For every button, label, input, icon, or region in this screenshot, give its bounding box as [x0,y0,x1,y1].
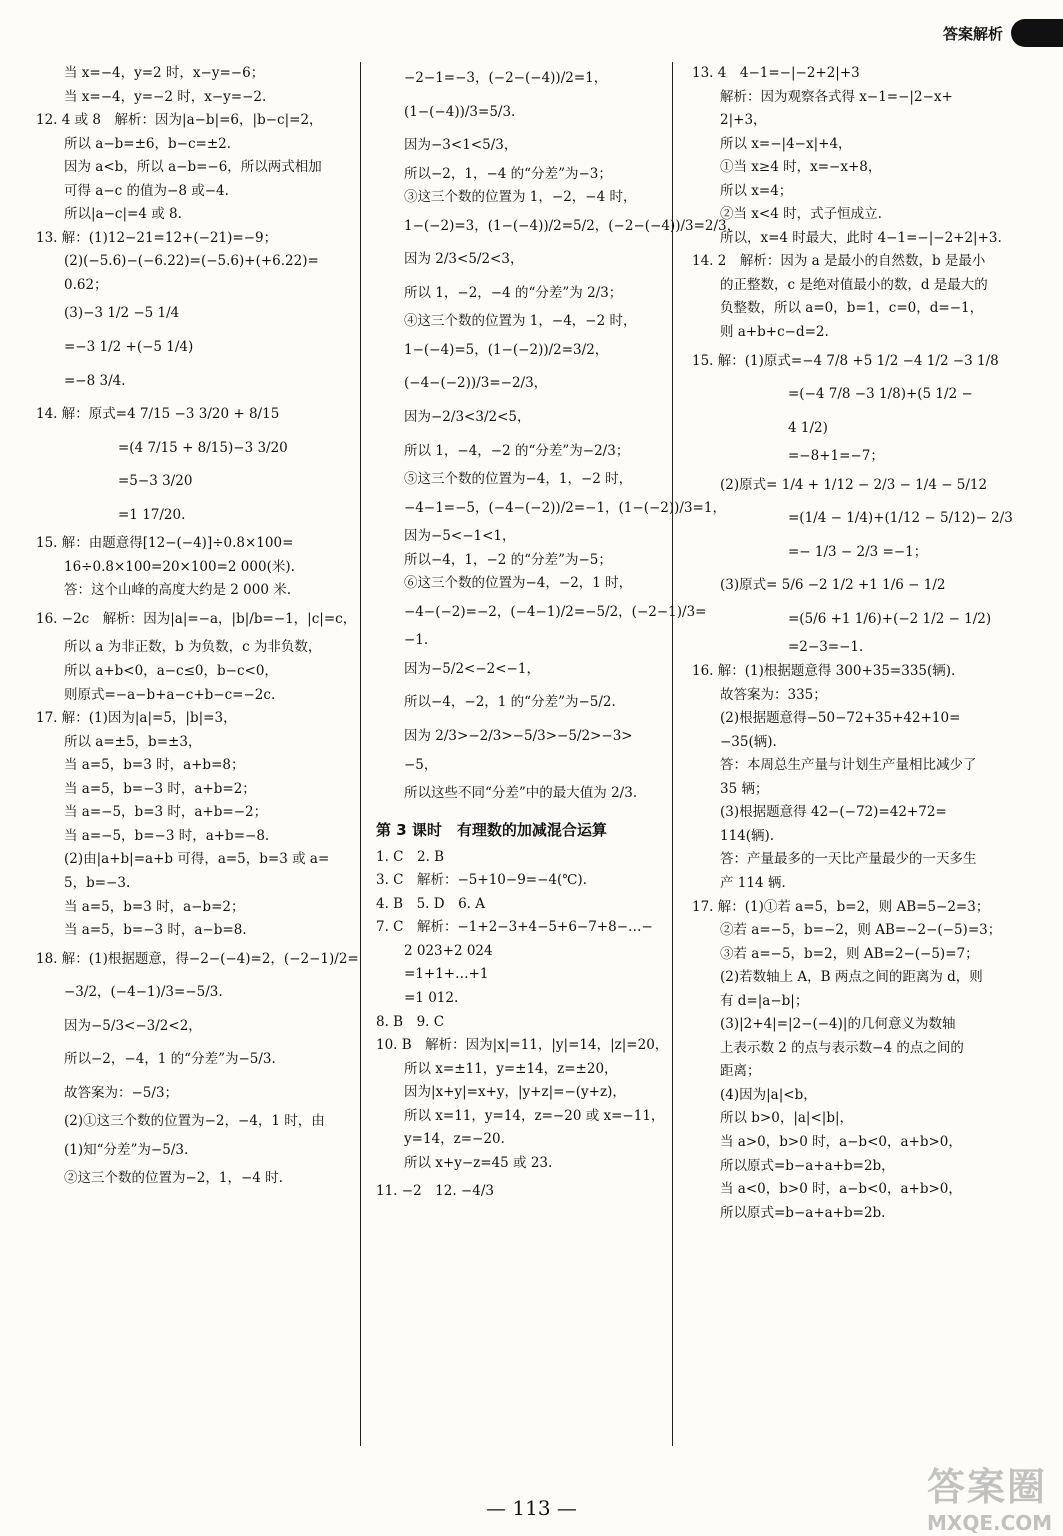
text-line: 所以这些不同“分差”中的最大值为 2/3. [404,785,638,802]
text-line: (3)原式= 5/6 −2 1/2 +1 1/6 − 1/2 [720,577,946,594]
text-line: 所以 x=11，y=14，z=−20 或 x=−11， [404,1107,665,1124]
answer-column-3 [692,62,1013,1225]
text-line: ③若 a=−5，b=2，则 AB=2−(−5)=7； [720,945,979,962]
text-line: 因为−3<1<5/3， [404,137,518,154]
text-line: ②若 a=−5，b=−2，则 AB=−2−(−5)=3； [720,922,1002,939]
text-line: 所以 a+b<0，a−c≤0，b−c<0， [64,663,278,680]
text-line: =− 1/3 − 2/3 =−1； [788,543,928,560]
text-line: =−8 3/4. [64,372,126,389]
text-line: 当 a=5，b=−3 时，a−b=8. [64,922,247,939]
header-title: 答案解析 [942,24,1003,43]
text-line: =2−3=−1. [788,639,864,656]
text-line: 可得 a−c 的值为−8 或−4. [64,182,229,199]
text-line: 负整数，所以 a=0，b=1，c=0，d=−1， [720,300,984,317]
text-line: 当 a>0，b>0 时，a−b<0，a+b>0， [720,1133,962,1150]
text-line: 所以 a−b=±6，b−c=±2. [64,135,232,152]
text-line: ⑥这三个数的位置为−4，−2，1 时， [404,575,633,592]
text-line: ⑤这三个数的位置为−4，1，−2 时， [404,471,633,488]
text-line: 因为−5/2<−2<−1， [404,660,540,677]
text-line: 则 a+b+c−d=2. [720,324,829,341]
text-line: 2|+3， [720,112,767,129]
text-line: 114(辆). [720,827,775,844]
text-line: =1+1+…+1 [404,966,489,983]
text-line: 14. 2 解析：因为 a 是最小的自然数，b 是最小 [692,253,986,270]
text-line: 当 a=5，b=3 时，a+b=8； [64,757,245,774]
text-line: 13. 解：(1)12−21=12+(−21)=−9； [36,229,278,246]
text-line: 15. 解：由题意得[12−(−4)]÷0.8×100= [36,535,294,552]
text-line: (−4−(−2))/3=−2/3， [404,375,548,392]
page-header [943,18,1063,48]
text-line: 所以原式=b−a+a+b=2b， [720,1157,895,1174]
text-line: 所以−4，−2，1 的“分差”为−5/2. [404,694,616,711]
text-line: 所以 1，−2，−4 的“分差”为 2/3； [404,284,623,301]
text-line: (2)根据题意得−50−72+35+42+10= [720,710,961,727]
text-line: 1−(−4)=5，(1−(−2))/2=3/2， [404,341,609,358]
text-line: −4−(−2)=−2，(−4−1)/2=−5/2，(−2−1)/3= [404,603,707,620]
text-line: (3)−3 1/2 −5 1/4 [64,305,180,322]
text-line: 所以|a−c|=4 或 8. [64,206,182,223]
text-line: 当 a=5，b=−3 时，a+b=2； [64,780,256,797]
text-line: 1. C 2. B [376,848,445,865]
column-divider [360,62,361,1446]
text-line: 15. 解：(1)原式=−4 7/8 +5 1/2 −4 1/2 −3 1/8 [692,352,999,369]
watermark-logo [927,1456,1057,1535]
text-line: 所以 x=4； [720,182,793,199]
text-line: (2)(−5.6)−(−6.22)=(−5.6)+(+6.22)= [64,253,319,270]
text-line: 所以 a 为非正数，b 为负数，c 为非负数， [64,639,322,656]
text-line: =(−4 7/8 −3 1/8)+(5 1/2 − [788,386,973,403]
text-line: 所以 1，−4，−2 的“分差”为−2/3； [404,442,630,459]
text-line: −3/2，(−4−1)/3=−5/3. [64,984,223,1001]
text-line: 因为−5/3<−3/2<2， [64,1017,202,1034]
text-line: 答：这个山峰的高度大约是 2 000 米. [64,582,292,599]
text-line: (2)由|a+b|=a+b 可得，a=5，b=3 或 a= [64,851,330,868]
text-line: =1 012. [404,989,459,1006]
text-line: 因为−2/3<3/2<5， [404,409,531,426]
text-line: −35(辆). [720,733,777,750]
text-line: =1 17/20. [118,506,186,523]
text-line: 8. B 9. C [376,1013,445,1030]
watermark-text: 答案圈 [927,1465,1048,1509]
text-line: =−8+1=−7； [788,448,884,465]
text-line: 4. B 5. D 6. A [376,895,486,912]
text-line: 产 114 辆. [720,874,786,891]
text-line: 11. −2 12. −4/3 [376,1183,494,1200]
text-line: 当 a=−5，b=−3 时，a+b=−8. [64,827,270,844]
text-line: −4−1=−5，(−4−(−2))/2=−1，(1−(−2))/3=1， [404,499,726,516]
text-line: (2)若数轴上 A，B 两点之间的距离为 d，则 [720,969,983,986]
text-line: 0.62； [64,276,108,293]
text-line: (1)知“分差”为−5/3. [64,1141,189,1158]
text-line: 的正整数，c 是绝对值最小的数，d 是最大的 [720,276,988,293]
text-line: (2)原式= 1/4 + 1/12 − 2/3 − 1/4 − 5/12 [720,476,988,493]
text-line: 所以 a=±5，b=±3， [64,733,202,750]
text-line: 答：本周总生产量与计划生产量相比减少了 [720,757,977,774]
text-line: ②这三个数的位置为−2，1，−4 时. [64,1170,283,1187]
header-tab-marker [1011,19,1063,47]
text-line: 当 x=−4，y=−2 时，x−y=−2. [64,88,267,105]
text-line: (1−(−4))/3=5/3. [404,103,516,120]
text-line: 因为|x+y|=x+y，|y+z|=−(y+z)， [404,1084,626,1101]
text-line: ②当 x<4 时，式子恒成立. [720,206,882,223]
text-line: 因为 a<b，所以 a−b=−6，所以两式相加 [64,159,322,176]
text-line: 4 1/2) [788,419,828,436]
text-line: 1−(−2)=3，(1−(−4))/2=5/2，(−2−(−4))/3=2/3， [404,217,741,234]
text-line: 答：产量最多的一天比产量最少的一天多生 [720,851,977,868]
text-line: 17. 解：(1)因为|a|=5，|b|=3， [36,710,237,727]
text-line: 有 d=|a−b|； [720,992,809,1009]
text-line: 所以 x=−|4−x|+4， [720,135,852,152]
text-line: −5， [404,756,438,773]
text-line: 因为 2/3>−2/3>−5/3>−5/2>−3> [404,728,633,745]
text-line: 35 辆； [720,780,769,797]
text-line: 解析：因为观察各式得 x−1=−|2−x+ [720,88,953,105]
text-line: =5−3 3/20 [118,473,193,490]
text-line: 16. −2c 解析：因为|a|=−a，|b|/b=−1，|c|=c， [36,610,357,627]
text-line: −2−1=−3，(−2−(−4))/2=1， [404,70,608,86]
text-line: 3. C 解析：−5+10−9=−4(℃). [376,872,587,889]
text-line: 当 x=−4，y=2 时，x−y=−6； [64,65,265,81]
text-line: 所以 x=±11，y=±14，z=±20， [404,1060,618,1077]
text-line: 所以 x+y−z=45 或 23. [404,1154,553,1171]
text-line: 17. 解：(1)①若 a=5，b=2，则 AB=5−2=3； [692,898,990,915]
text-line: 故答案为：335； [720,686,827,703]
text-line: 所以 b>0，|a|<|b|， [720,1110,854,1127]
text-line: 所以−2，−4，1 的“分差”为−5/3. [64,1051,276,1068]
text-line: 13. 4 4−1=−|−2+2|+3 [692,65,860,81]
text-line: 10. B 解析：因为|x|=11，|y|=14，|z|=20， [376,1037,669,1054]
text-line: 所以−2，1，−4 的“分差”为−3； [404,165,612,182]
text-line: ③这三个数的位置为 1，−2，−4 时， [404,189,637,206]
text-line: 18. 解：(1)根据题意，得−2−(−4)=2，(−2−1)/2= [36,950,359,967]
text-line: 因为−5<−1<1， [404,528,516,545]
text-line: 5，b=−3. [64,874,131,891]
text-line: =(5/6 +1 1/6)+(−2 1/2 − 1/2) [788,610,992,627]
text-line: (3)|2+4|=|2−(−4)|的几何意义为数轴 [720,1016,956,1033]
text-line: 16. 解：(1)根据题意得 300+35=335(辆). [692,663,956,680]
text-line: =(4 7/15 + 8/15)−3 3/20 [118,439,288,456]
text-line: 则原式=−a−b+a−c+b−c=−2c. [64,686,276,703]
text-line: 当 a<0，b>0 时，a−b<0，a+b>0， [720,1181,962,1198]
text-line: 7. C 解析：−1+2−3+4−5+6−7+8−…− [376,919,653,936]
text-line: ①当 x≥4 时，x=−x+8， [720,159,882,176]
text-line: 16÷0.8×100=20×100=2 000(米). [64,558,295,575]
text-line: 2 023+2 024 [404,942,493,959]
text-line: =−3 1/2 +(−5 1/4) [64,339,194,356]
text-line: 因为 2/3<5/2<3， [404,251,524,268]
text-line: −1. [404,632,429,649]
text-line: y=14，z=−20. [404,1131,505,1148]
text-line: =(1/4 − 1/4)+(1/12 − 5/12)− 2/3 [788,510,1013,527]
text-line: 故答案为：−5/3； [64,1084,179,1101]
column-divider [672,62,673,1446]
page-number: — 113 — [486,1496,577,1520]
answer-column-1 [36,62,359,1191]
text-line: 所以−4，1，−2 的“分差”为−5； [404,551,612,568]
text-line: 所以原式=b−a+a+b=2b. [720,1204,886,1221]
text-line: 12. 4 或 8 解析：因为|a−b|=6，|b−c|=2， [36,112,323,129]
text-line: 当 a=−5，b=3 时，a+b=−2； [64,804,268,821]
text-line: 所以，x=4 时最大，此时 4−1=−|−2+2|+3. [720,229,1002,246]
text-line: (2)①这三个数的位置为−2，−4，1 时，由 [64,1113,325,1130]
text-line: (4)因为|a|<b， [720,1086,817,1103]
watermark-url: MXQE.COM [927,1511,1053,1535]
text-line: ④这三个数的位置为 1，−4，−2 时， [404,313,637,330]
text-line: 14. 解：原式=4 7/15 −3 3/20 + 8/15 [36,406,280,423]
section-heading: 第 3 课时 有理数的加减混合运算 [376,820,607,839]
text-line: 距离； [720,1063,761,1080]
text-line: 上表示数 2 的点与表示数−4 的点之间的 [720,1039,964,1056]
text-line: 当 a=5，b=3 时，a−b=2； [64,898,245,915]
text-line: (3)根据题意得 42−(−72)=42+72= [720,804,947,821]
